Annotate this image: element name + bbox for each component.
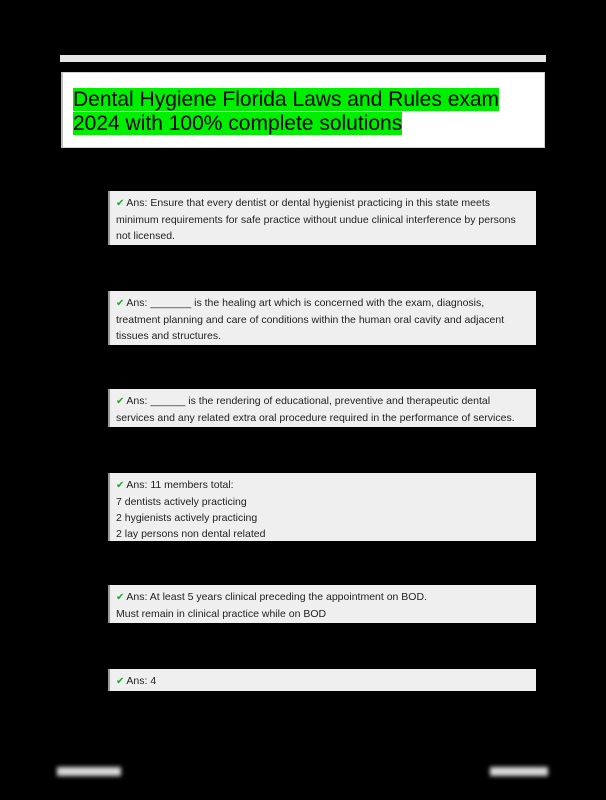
answer-line xyxy=(116,589,530,606)
answer-line: 7 dentists actively practicing xyxy=(116,496,247,508)
title-box xyxy=(61,72,545,148)
top-divider xyxy=(60,55,546,62)
check-icon: ✔ xyxy=(116,396,125,407)
document-title-text: Dental Hygiene Florida Laws and Rules exam 2024 with 100% complete solutions xyxy=(73,88,500,135)
answer-card xyxy=(108,585,536,623)
check-icon: ✔ xyxy=(116,676,125,687)
answer-text: Ans: Ensure that every dentist or dental hygienist practicing in this state meets minimum requirements for safe practice without undue clinical interference by persons not licensed. xyxy=(116,197,516,242)
answer-line: 2 lay persons non dental related xyxy=(116,528,266,540)
answer-card xyxy=(108,389,536,427)
answer-line: Must remain in clinical practice while on BOD xyxy=(116,608,327,620)
answer-card xyxy=(108,473,536,541)
answer-card xyxy=(108,291,536,345)
check-icon: ✔ xyxy=(116,480,125,491)
answer-text: Ans: _______ is the healing art which is concerned with the exam, diagnosis, treatment planning and care of conditions within the human oral cavity and adjacent tissues and structures. xyxy=(116,297,505,342)
answer-line: 2 hygienists actively practicing xyxy=(116,512,258,524)
document-title xyxy=(73,88,513,136)
answer-line xyxy=(116,477,530,494)
footer-page-number xyxy=(490,767,548,776)
answer-text: Ans: 11 members total: xyxy=(126,479,234,491)
answer-card xyxy=(108,191,536,245)
check-icon: ✔ xyxy=(116,592,125,603)
check-icon: ✔ xyxy=(116,198,125,209)
answer-card xyxy=(108,669,536,691)
answer-text: Ans: ______ is the rendering of educational, preventive and therapeutic dental services and any related extra oral procedure required in the performance of services. xyxy=(116,395,515,424)
check-icon: ✔ xyxy=(116,298,125,309)
answer-text: Ans: 4 xyxy=(126,675,157,687)
footer-watermark-left xyxy=(57,767,121,776)
answer-text: Ans: At least 5 years clinical preceding the appointment on BOD. xyxy=(126,591,427,603)
